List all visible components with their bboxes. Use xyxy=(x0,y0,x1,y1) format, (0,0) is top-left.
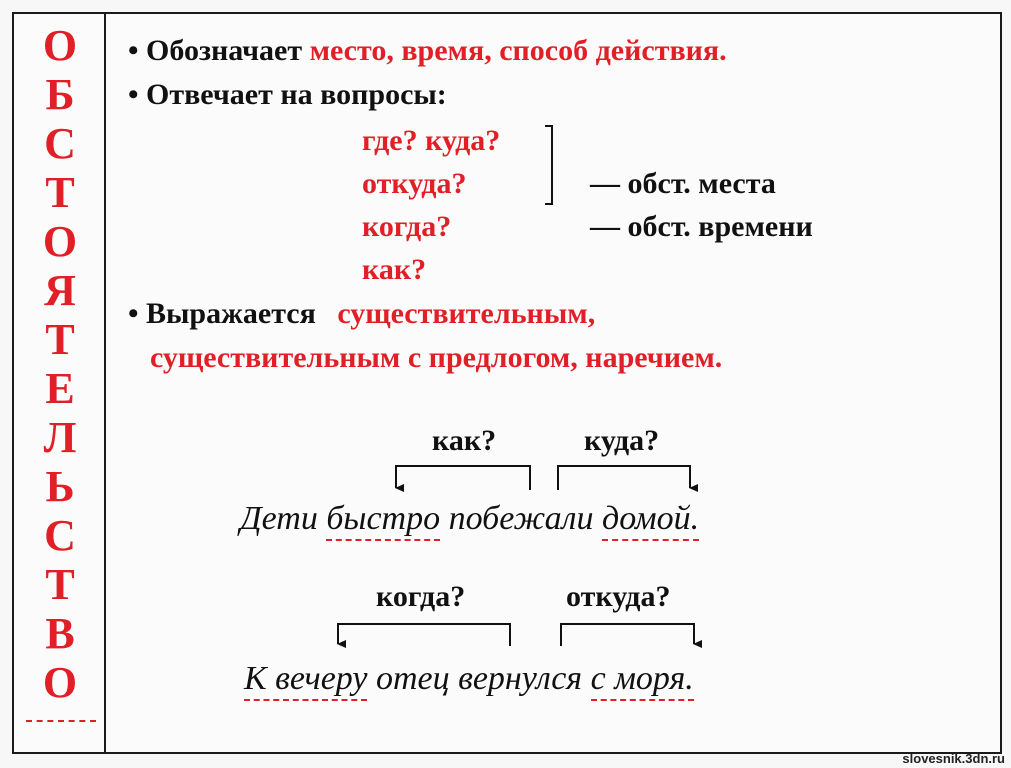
title-letter: Я xyxy=(44,266,76,315)
word-adverbial: К вечеру xyxy=(244,660,367,701)
example1-question-how: как? xyxy=(432,424,497,457)
title-letter: Е xyxy=(45,364,75,413)
title-letter: Ь xyxy=(45,462,75,511)
word-adverbial: с моря. xyxy=(591,660,694,701)
title-letter: Т xyxy=(45,560,75,609)
word-adverbial: быстро xyxy=(326,500,440,541)
word-adverbial: домой. xyxy=(602,500,699,541)
title-letter: Б xyxy=(45,70,75,119)
title-letter: О xyxy=(42,21,78,70)
question-where: где? куда? xyxy=(362,124,501,157)
arrow-how xyxy=(396,466,530,490)
title-letter: В xyxy=(45,609,75,658)
title-letter: Л xyxy=(43,413,77,462)
example2-question-from-where: откуда? xyxy=(566,580,671,613)
question-when: когда? xyxy=(362,210,452,243)
bullet-expressed-value-2: существительным с предлогом, наречием. xyxy=(150,341,723,374)
title-letter: О xyxy=(42,217,78,266)
word: побежали xyxy=(448,500,594,537)
title-letter: Т xyxy=(45,168,75,217)
arrow-from-where xyxy=(561,624,694,646)
bullet-expressed-label: • Выражается xyxy=(128,297,316,330)
title-letter: Т xyxy=(45,315,75,364)
word: Дети xyxy=(240,500,318,537)
title-letter: О xyxy=(42,658,78,707)
label-time: — обст. времени xyxy=(590,210,813,243)
title-letter: С xyxy=(44,511,76,560)
bullet-meaning-label: • Обозначает xyxy=(128,34,303,67)
bullet-expressed-value: существительным, xyxy=(337,297,596,330)
title-letter: С xyxy=(44,119,76,168)
example1-question-where: куда? xyxy=(584,424,660,457)
arrow-where xyxy=(558,466,690,490)
footer-site: slovesnik.3dn.ru xyxy=(902,751,1005,766)
bullet-questions: • Отвечает на вопросы: xyxy=(128,78,447,111)
label-place: — обст. места xyxy=(590,167,776,200)
question-from-where: откуда? xyxy=(362,167,467,200)
example2-question-when: когда? xyxy=(376,580,466,613)
question-bracket xyxy=(545,126,552,204)
word: отец вернулся xyxy=(375,660,583,697)
question-how: как? xyxy=(362,253,427,286)
bullet-meaning-value: место, время, способ действия. xyxy=(309,34,727,67)
arrow-when xyxy=(338,624,510,646)
